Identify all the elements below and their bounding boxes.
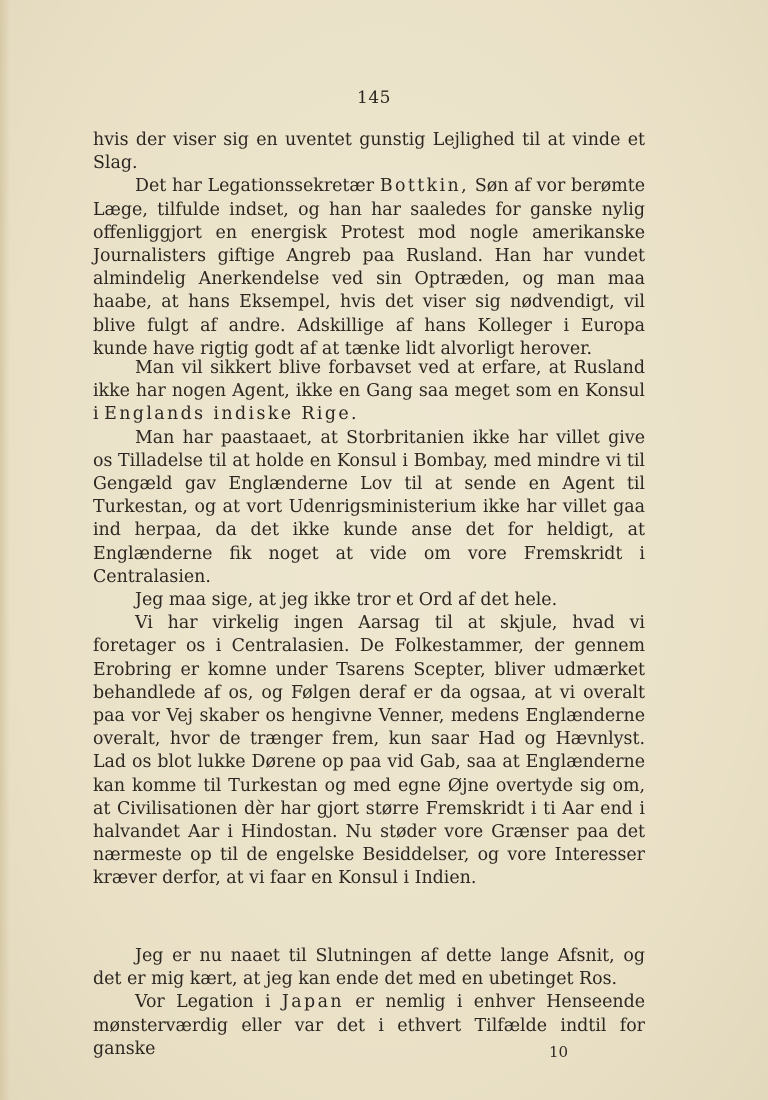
paragraph-3	[93, 357, 645, 427]
paragraph-4: Man har paastaaet, at Storbritanien ikke har villet give os Tilladelse til at holde en Konsul i Bombay, med mindre vi til Gengæld gav Englænderne Lov til at sende en Agent til Turkestan, og at vort Udenrigsministerium ikke har villet gaa ind herpaa, da det ikke kunde anse det for heldigt, at Englænderne fik noget at vide om vore Fremskridt i Centralasien.	[93, 427, 645, 587]
paragraph-6: Vi har virkelig ingen Aarsag til at skjule, hvad vi foretager os i Centralasien. De Folkestammer, der gennem Erobring er komne under Tsarens Scepter, bliver udmærket behandlede af os, og Følgen deraf er da ogsaa, at vi overalt paa vor Vej skaber os hengivne Venner, medens Englænderne overalt, hvor de trænger frem, kun saar Had og Hævnlyst. Lad os blot lukke Dørene op paa vid Gab, saa at Englænderne kan komme til Turkestan og med egne Øjne overtyde sig om, at Civilisationen dèr har gjort større Fremskridt i ti Aar end i halvandet Aar i Hindostan. Nu støder vore Grænser paa det nærmeste op til de engelske Besiddelser, og vore Interesser kræver derfor, at vi faar en Konsul i Indien.	[93, 613, 645, 889]
paragraph-7: Jeg er nu naaet til Slutningen af dette lange Afsnit, og det er mig kært, at jeg kan ende det med en ubetinget Ros.	[93, 946, 645, 990]
paragraph-3-start: Man vil sikkert blive forbavset ved at erfare, at Rusland ikke har nogen Agent, ikke en Gang saa meget som en Konsul i	[93, 358, 645, 425]
paragraph-5: Jeg maa sige, at jeg ikke tror et Ord af det hele.	[135, 590, 558, 611]
text-block-1	[93, 129, 645, 361]
spaced-phrase-englands-rige: Englands indiske Rige.	[104, 404, 359, 425]
spaced-word-japan: Japan	[281, 992, 344, 1013]
paragraph-1: hvis der viser sig en uventet gunstig Lejlighed til at vinde et Slag.	[93, 130, 645, 174]
paragraph-8-rest: er nemlig i enhver Henseende mønsterværdig eller var det i ethvert Tilfælde indtil for ganske	[93, 992, 645, 1059]
paragraph-2-rest: Søn af vor berømte Læge, tilfulde indset, og han har saaledes for ganske nylig offenliggjort en energisk Protest mod nogle amerikanske Journalisters giftige Angreb paa Rusland. Han har vundet almindelig Anerkendelse ved sin Optræden, og man maa haabe, at hans Eksempel, hvis det viser sig nødvendigt, vil blive fulgt af andre. Adskillige af hans Kolleger i Europa kunde have rigtig godt af at tænke lidt alvorligt herover.	[93, 176, 645, 359]
paragraph-2	[93, 175, 645, 361]
page-edge-shadow	[0, 0, 10, 1100]
paragraph-8-start: Vor Legation i	[135, 992, 282, 1013]
paragraph-2-start: Det har Legationssekretær	[135, 176, 380, 197]
printer-signature-mark: 10	[549, 1043, 569, 1061]
name-bottkin: Bottkin,	[379, 176, 470, 197]
page-number: 145	[357, 88, 391, 108]
text-block-2	[93, 357, 645, 891]
